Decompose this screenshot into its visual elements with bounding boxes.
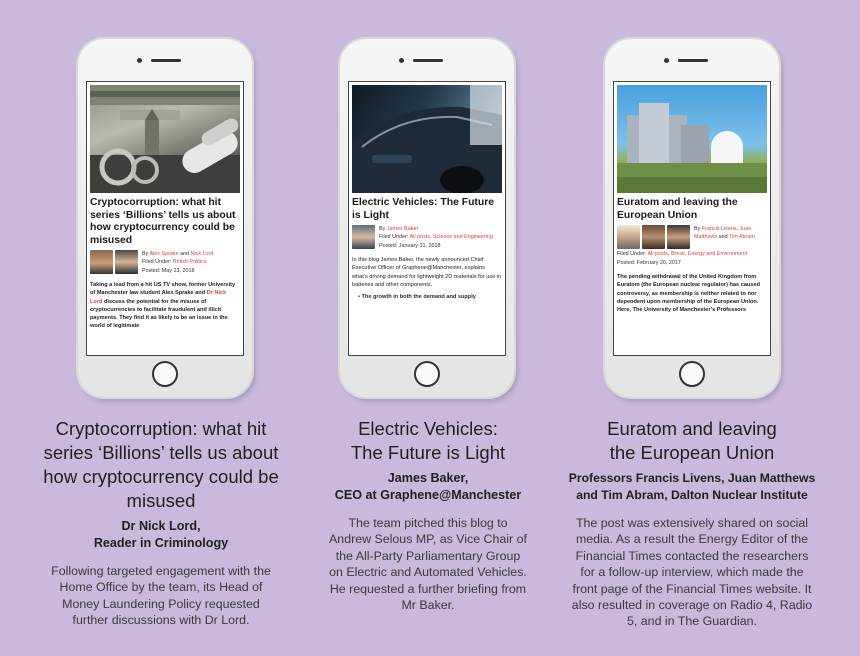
article-title[interactable]: Cryptocorruption: what hit series ‘Billions’ tells us about how cryptocurrency could be misused <box>90 197 236 246</box>
article-meta: Filed Under: All posts, Brexit, Energy and Environment Posted: February 20, 2017 <box>617 250 767 267</box>
by-label: By <box>142 251 149 257</box>
speaker-grille <box>678 59 708 62</box>
bullet-text: The growth in both the demand and supply <box>361 294 476 301</box>
person-name: Dr Nick Lord, <box>121 519 201 533</box>
article-meta: By James Baker Filed Under: All posts, Science and Engineering Posted: January 31, 2018 <box>379 226 493 249</box>
author-link[interactable]: Nick Lord <box>190 251 214 257</box>
phone-screen <box>348 81 506 356</box>
author-avatar <box>642 225 665 249</box>
caption-title-line: the European Union <box>609 442 775 463</box>
caption-title <box>562 417 822 465</box>
posted-date: Posted: May 23, 2018 <box>142 268 195 274</box>
author-link[interactable]: Francis Livens <box>701 226 737 232</box>
caption-text: Following targeted engagement with the Home Office by the team, its Head of Money Laundering Policy requested further discussions with Dr Lord. <box>51 564 271 628</box>
banknote-padlock-image <box>90 85 240 193</box>
article-hero-image <box>617 85 767 193</box>
home-button[interactable] <box>679 361 705 387</box>
filed-under-label: Filed Under: <box>379 234 409 240</box>
posted-date: Posted: January 31, 2018 <box>379 243 441 249</box>
author-link[interactable]: Juan Matthews <box>694 226 752 240</box>
author-avatar <box>115 250 138 274</box>
camera-dot <box>399 58 404 63</box>
article-meta <box>140 250 213 275</box>
category-link[interactable]: British Politics <box>172 259 207 265</box>
author-avatar <box>667 225 690 249</box>
article-bullet: • The growth in both the demand and supply <box>358 294 476 301</box>
article-byline <box>90 250 240 275</box>
article-title[interactable]: Euratom and leaving the European Union <box>617 197 738 221</box>
home-button[interactable] <box>414 361 440 387</box>
excerpt-text: discuss the potential for the misuse of cryptocurrencies to facilitate fraudulent and illicit payments. They find it as likely to be an issue in the world of legitimate <box>90 298 228 330</box>
caption-person <box>31 518 291 551</box>
posted-date: Posted: February 20, 2017 <box>617 260 681 266</box>
article-excerpt <box>90 281 240 331</box>
phone-screen <box>86 81 244 356</box>
excerpt-author-link[interactable]: Dr Nick Lord <box>90 290 227 305</box>
speaker-grille <box>413 59 443 62</box>
caption-text: The post was extensively shared on social media. As a result the Energy Editor of the Financial Times contacted the researchers for a follow-up interview, which made the front page of the Financial Times website. It also resulted in coverage on Radio 4, Radio 5, and in The Guardian. <box>571 516 813 629</box>
car-charging-image <box>352 85 502 193</box>
camera-dot <box>137 58 142 63</box>
excerpt-text: Taking a lead from a hit US TV show, former University of Manchester law student Alex Sprake and <box>90 282 236 297</box>
article-excerpt: In this blog James Baker, the newly announced Chief Executive Officer of Graphene@Manchester, explains what’s driving demand for lightweight 2D materials for use in batteries and other components. <box>352 257 502 288</box>
caption-person <box>298 470 558 503</box>
author-avatar <box>90 250 113 274</box>
caption-title <box>298 417 558 465</box>
phone-mockup <box>78 39 252 397</box>
panel-cryptocorruption <box>31 0 291 656</box>
article-hero-image <box>90 85 240 193</box>
nuclear-plant-image <box>617 85 767 193</box>
filed-under-label: Filed Under: <box>617 251 647 257</box>
phone-screen <box>613 81 771 356</box>
phone-mockup <box>605 39 779 397</box>
author-avatar <box>617 225 640 249</box>
article-byline <box>617 225 767 249</box>
caption-title-line: The Future is Light <box>350 442 506 463</box>
panel-electric-vehicles <box>298 0 558 656</box>
caption-person <box>562 470 822 503</box>
caption-title-line: Euratom and leaving <box>607 418 777 439</box>
category-link[interactable]: Energy and Environment <box>687 251 748 257</box>
caption-title-line: Electric Vehicles: <box>358 418 498 439</box>
person-role: CEO at Graphene@Manchester <box>334 487 522 502</box>
article-byline <box>352 225 502 250</box>
person-name: Professors Francis Livens, Juan Matthews <box>568 471 816 485</box>
camera-dot <box>664 58 669 63</box>
person-role: and Tim Abram, Dalton Nuclear Institute <box>576 487 808 502</box>
speaker-grille <box>151 59 181 62</box>
caption-text: The team pitched this blog to Andrew Selous MP, as Vice Chair of the All-Party Parliamentary Group on Electric and Automated Vehicles. He requested a further briefing from Mr Baker. <box>329 516 527 613</box>
phone-mockup <box>340 39 514 397</box>
person-role: Reader in Criminology <box>93 535 229 550</box>
category-link[interactable]: All posts <box>647 251 668 257</box>
by-label: By <box>379 226 386 232</box>
excerpt-text: The pending withdrawal of the United Kingdom from Euratom (the European nuclear regulator) has caused controversy, as membership is neither related to nor dependent upon membership of the European Union. Here, The University of Manchester’s Professors <box>617 274 760 314</box>
article-meta: By Francis Livens, Juan Matthews and Tim Abram <box>694 226 755 240</box>
filed-under-label: Filed Under: <box>142 259 172 265</box>
author-link[interactable]: Tim Abram <box>728 234 755 240</box>
article-title[interactable]: Electric Vehicles: The Future is Light <box>352 197 495 221</box>
category-link[interactable]: All posts <box>409 234 430 240</box>
panel-euratom <box>562 0 822 656</box>
author-link[interactable]: Alex Sprake <box>149 251 179 257</box>
article-hero-image <box>352 85 502 193</box>
article-excerpt <box>617 273 767 314</box>
and-label: and <box>718 234 728 240</box>
home-button[interactable] <box>152 361 178 387</box>
category-link[interactable]: Science and Engineering <box>432 234 493 240</box>
author-avatar <box>352 225 375 249</box>
caption-title: Cryptocorruption: what hit series ‘Billions’ tells us about how cryptocurrency could be misused <box>43 418 279 511</box>
category-link[interactable]: Brexit <box>670 251 685 257</box>
and-label: and <box>180 251 190 257</box>
by-label: By <box>694 226 701 232</box>
author-link[interactable]: James Baker <box>386 226 419 232</box>
person-name: James Baker, <box>387 471 469 485</box>
